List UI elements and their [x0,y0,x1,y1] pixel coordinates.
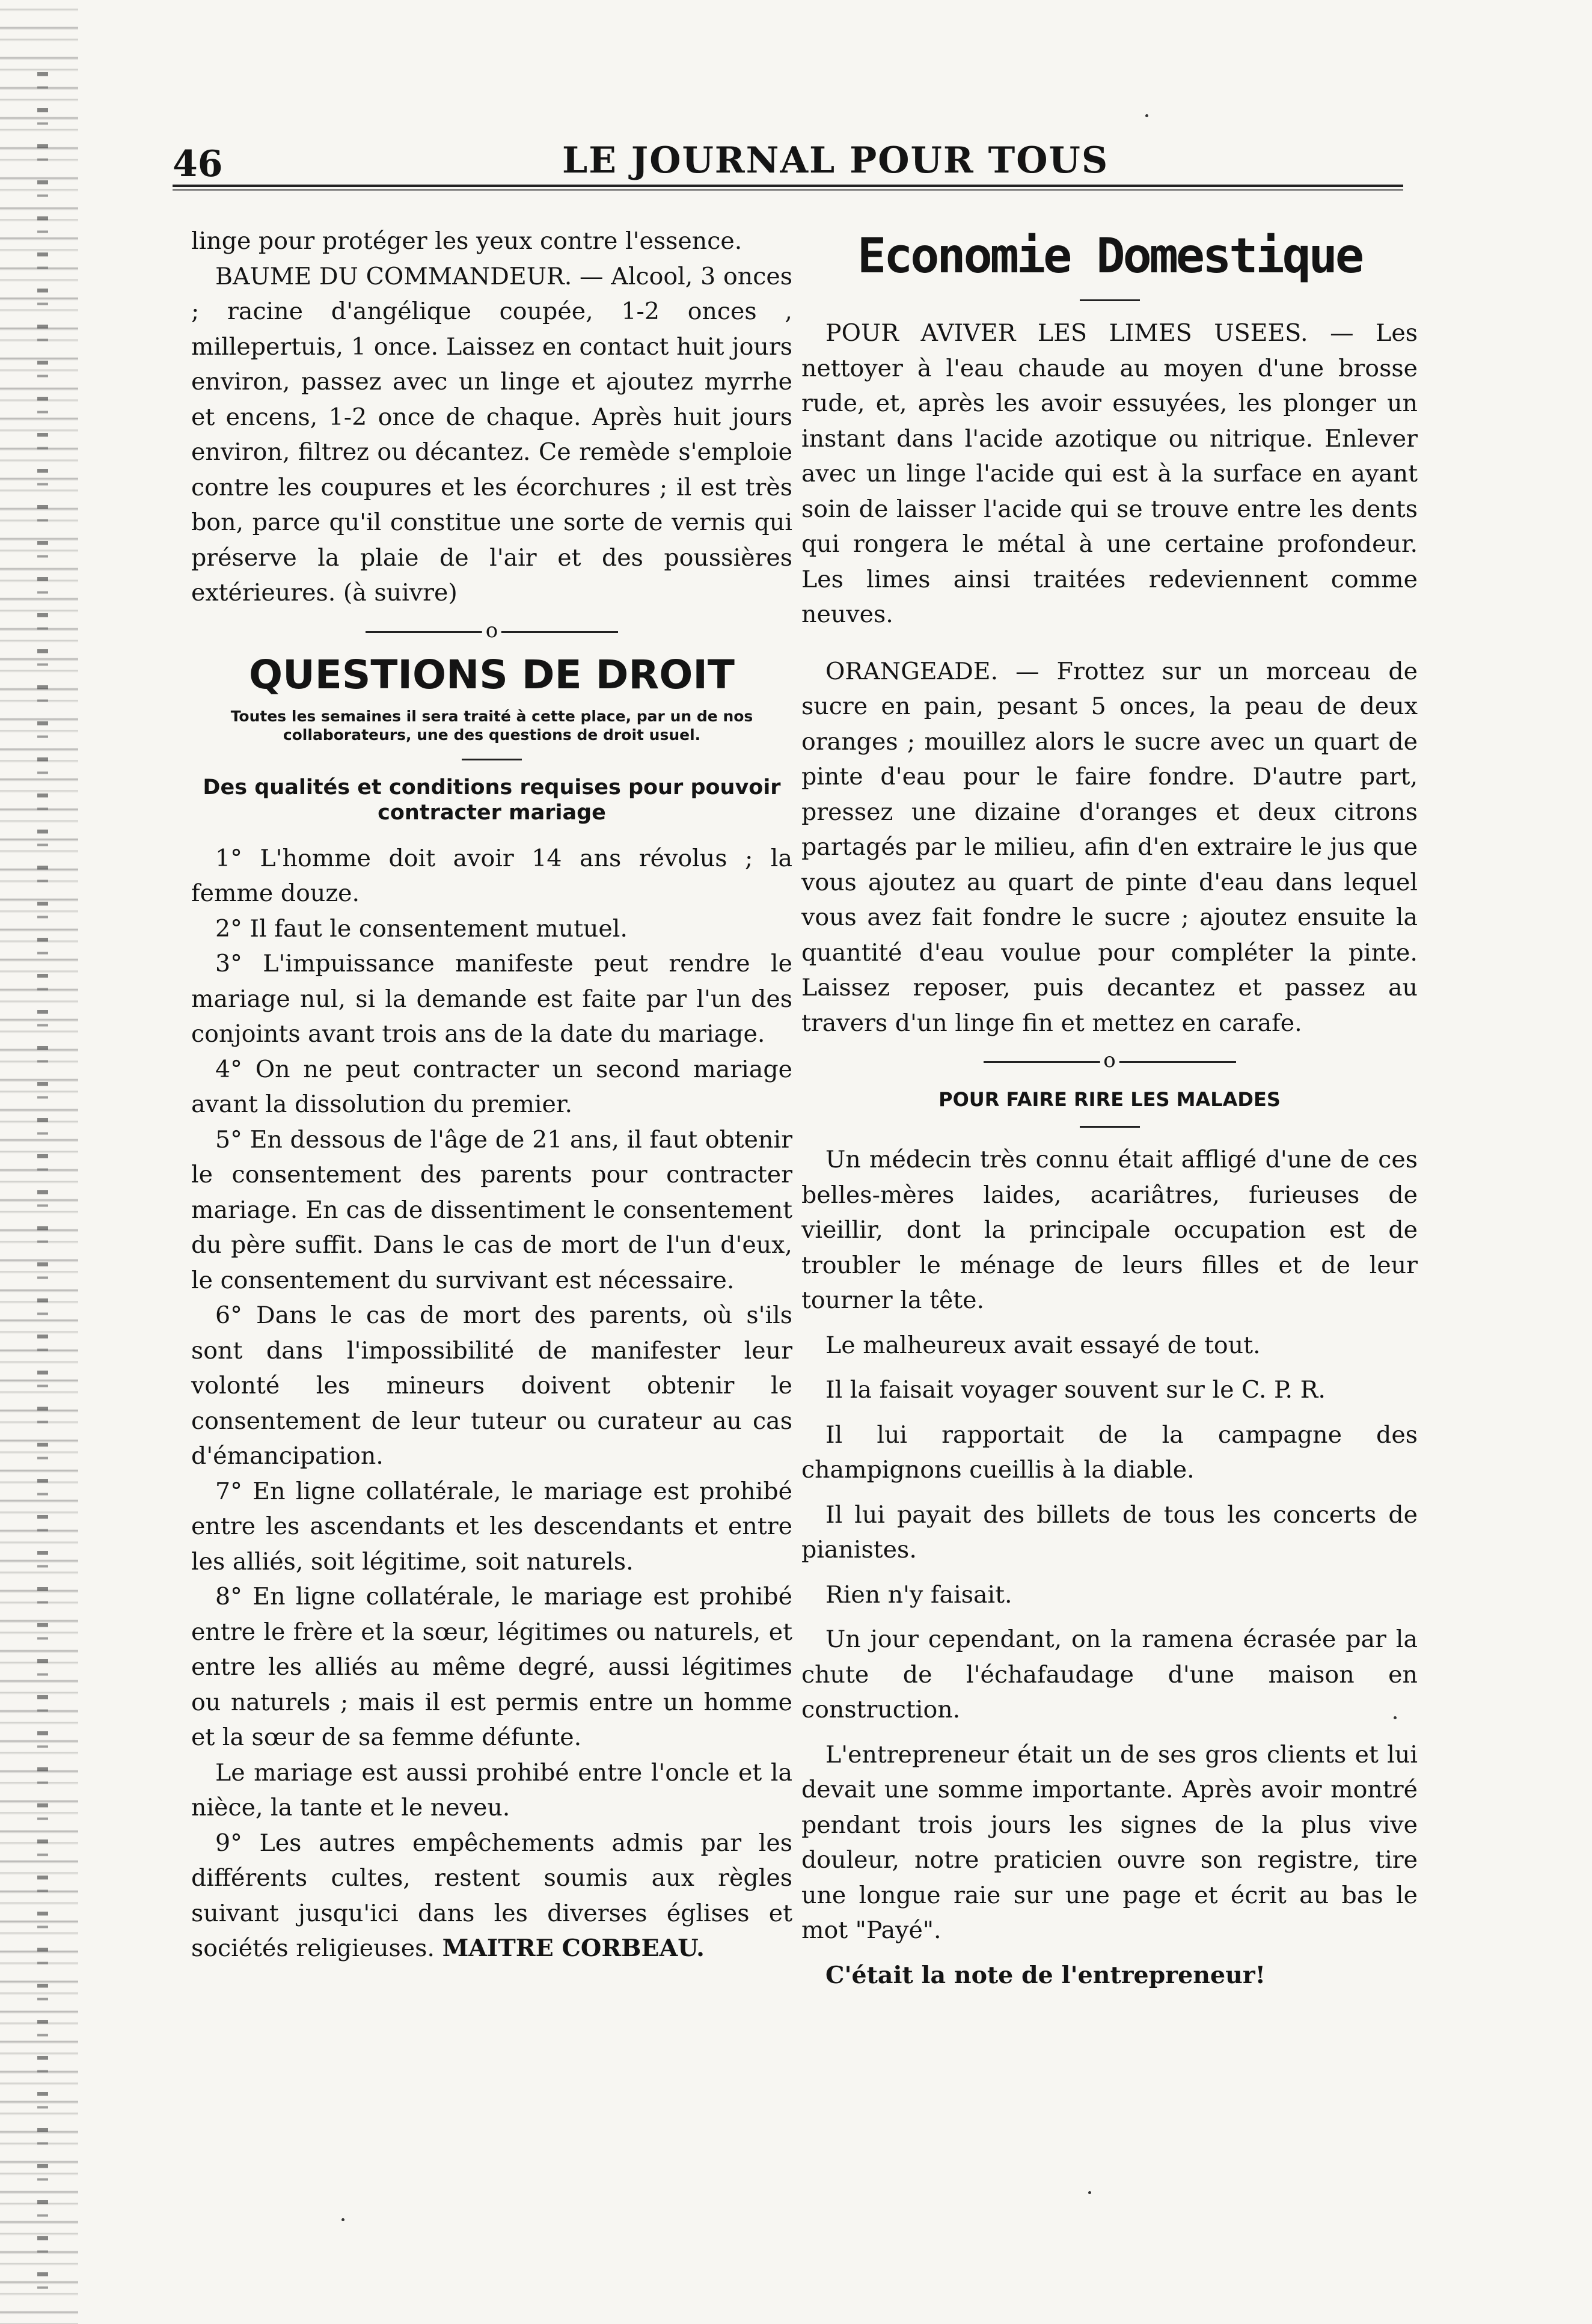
questions-title: QUESTIONS DE DROIT [249,651,735,698]
story-paragraph: Rien n'y faisait. [825,1580,1012,1609]
law-item: 8° En ligne collatérale, le mariage est prohibé entre le frère et la sœur, légitimes ou naturels, et entre les alliés au même degré, aussi légitimes ou naturels ; mais il est permis entre un homme et la sœur de sa femme défunte. [191,1583,792,1751]
baume-paragraph [191,259,792,611]
ink-speck [341,2218,344,2221]
journal-title: LE JOURNAL POUR TOUS [562,139,1109,182]
story-paragraph: Il lui payait des billets de tous les concerts de pianistes. [801,1500,1418,1564]
short-rule [462,759,522,760]
law-item: 2° Il faut le consentement mutuel. [215,914,628,943]
law-item-final [191,1826,792,1966]
left-column [191,224,792,1966]
law-item: 7° En ligne collatérale, le mariage est prohibé entre les ascendants et les descendants et entre les alliés, soit légitime, soit naturels. [191,1477,792,1576]
story-paragraph: Il lui rapportait de la campagne des champignons cueillis à la diable. [801,1420,1418,1484]
baume-text: — Alcool, 3 onces ; racine d'angélique coupée, 1-2 onces , millepertuis, 1 once. Laissez en contact huit jours environ, passez avec un linge et ajoutez myrrhe et encens, 1-2 once de chaque. Après huit jours environ, filtrez ou décantez. Ce remède s'emploie contre les coupures et les écorchures ; il est très bon, parce qu'il constitue une sorte de vernis qui préserve la plaie de l'air et des poussières extérieures. [191,262,792,607]
baume-title: BAUME DU COMMANDEUR. [215,262,572,290]
story-paragraph: Le malheureux avait essayé de tout. [825,1331,1261,1359]
ink-speck [1394,1716,1397,1719]
page-number: 46 [173,143,223,185]
limes-paragraph [801,316,1418,632]
intro-continuation: linge pour protéger les yeux contre l'essence. [191,227,742,255]
questions-notice: Toutes les semaines il sera traité à cette place, par un de nos collaborateurs, une des questions de droit usuel. [230,707,753,744]
short-rule [1080,1126,1140,1128]
baume-a-suivre: (à suivre) [343,579,458,607]
orangeade-title: ORANGEADE. [825,657,999,685]
limes-title: POUR AVIVER LES LIMES USEES. [825,319,1308,347]
header-rule [173,185,1403,187]
law-item: 6° Dans le cas de mort des parents, où s'ils sont dans l'impossibilité de manifester leur volonté les mineurs doivent obtenir le consentement de leur tuteur ou curateur au cas d'émancipation. [191,1301,792,1470]
story-paragraph: Un médecin très connu était affligé d'une de ces belles-mères laides, acariâtres, furieuses de vieillir, dont la principale occupation est de troubler le ménage de leurs filles et de leur tourner la tête. [801,1146,1418,1314]
story-paragraph: L'entrepreneur était un de ses gros clients et lui devait une somme importante. Après avoir montré pendant trois jours les signes de la plus vive douleur, notre praticien ouvre son registre, tire une longue raie sur une page et écrit au bas le mot "Payé". [801,1740,1418,1944]
separator-mark: o [1100,1050,1119,1071]
malades-title: POUR FAIRE RIRE LES MALADES [938,1088,1281,1111]
right-column [801,224,1418,1993]
law-item: 3° L'impuissance manifeste peut rendre le mariage nul, si la demande est faite par l'un des conjoints avant trois ans de la date du mariage. [191,950,792,1048]
law-item-9-text: 9° Les autres empêchements admis par les différents cultes, restent soumis aux règles suivant jusqu'ici dans les diverses églises et sociétés religieuses. [191,1829,792,1962]
orangeade-text: — Frottez sur un morceau de sucre en pain, pesant 5 onces, la peau de deux oranges ; mouillez alors le sucre avec un quart de pinte d'eau pour le faire fondre. D'autre part, pressez une dizaine d'oranges et deux citrons partagés par le milieu, afin d'en extraire le jus que vous ajoutez au quart de pinte d'eau dans lequel vous avez fait fondre le sucre ; ajoutez ensuite la quantité d'eau voulue pour compléter la pinte. Laissez reposer, puis decantez et passez au travers d'un linge fin et mettez en carafe. [801,657,1418,1037]
story-paragraph: Un jour cependant, on la ramena écrasée par la chute de l'échafaudage d'une maison en construction. [801,1625,1418,1723]
economie-title: Economie Domestique [857,228,1362,284]
ink-speck [1088,2191,1091,2194]
law-item: 5° En dessous de l'âge de 21 ans, il faut obtenir le consentement des parents pour contracter mariage. En cas de dissentiment le consentement du père suffit. Dans le cas de mort de l'un d'eux, le consentement du survivant est nécessaire. [191,1125,792,1294]
orangeade-paragraph [801,654,1418,1041]
law-item: Le mariage est aussi prohibé entre l'oncle et la nièce, la tante et le neveu. [191,1758,792,1821]
separator-mark: o [482,620,501,641]
law-item: 1° L'homme doit avoir 14 ans révolus ; la femme douze. [191,844,792,907]
section-separator [984,1049,1236,1073]
closing-line: C'était la note de l'entrepreneur! [825,1961,1266,1989]
ink-speck [1145,114,1148,117]
author-signature: MAITRE CORBEAU. [442,1934,705,1962]
story-paragraph: Il la faisait voyager souvent sur le C. P. R. [825,1376,1326,1404]
law-item: 4° On ne peut contracter un second mariage avant la dissolution du premier. [191,1055,792,1118]
questions-subtitle: Des qualités et conditions requises pour pouvoir contracter mariage [203,775,781,825]
limes-text: — Les nettoyer à l'eau chaude au moyen d'une brosse rude, et, après les avoir essuyées, les plonger un instant dans l'acide azotique ou nitrique. Enlever avec un linge l'acide qui est à la surface en ayant soin de laisser l'acide qui se trouve entre les dents qui rongera le métal à une certaine profondeur. Les limes ainsi traitées redeviennent comme neuves. [801,319,1418,628]
section-separator [366,619,618,643]
header-rule-thin [173,189,1403,191]
scan-binding-edge [37,72,48,2296]
short-rule [1080,299,1140,301]
